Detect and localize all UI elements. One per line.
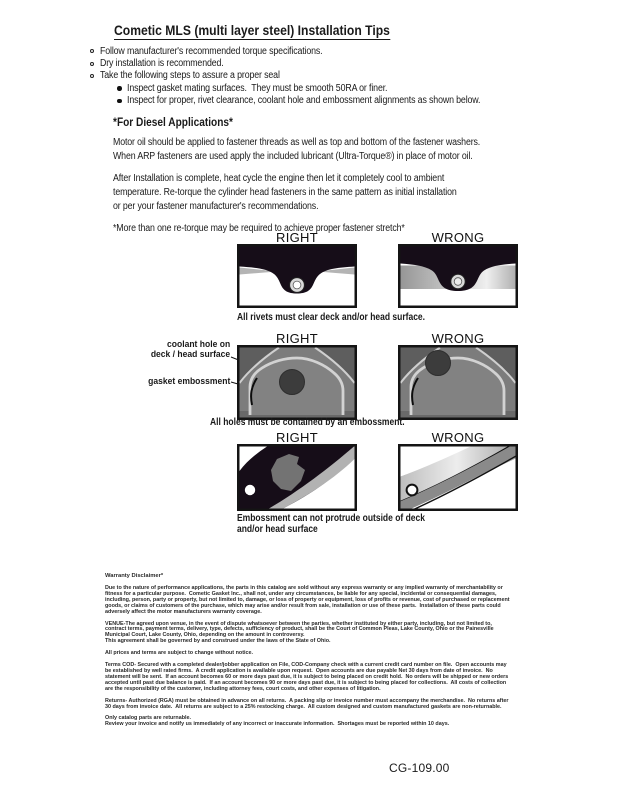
fig1-wrong-diagram [398,244,518,308]
fig1-wrong-header: WRONG [431,230,485,245]
diesel-paragraph-2: After Installation is complete, heat cycle the engine then let it completely cool to ambient temperature. Re-torque the cylinder head fasteners in the same pattern as initial installation or per your fastener manufacturer's recommendations. [113,173,457,212]
fig3-right-header: RIGHT [276,430,318,445]
diesel-heading: *For Diesel Applications* [113,117,233,129]
fig2-wrong-diagram [398,345,518,420]
warranty-heading: Warranty Disclaimer* [105,573,164,579]
doc-number: CG-109.00 [389,761,450,775]
dot-bullet-icon [117,99,122,104]
gasket-embossment-label: gasket embossment [147,376,230,387]
tip-item [90,45,519,57]
warranty-paragraph-terms: Terms COD- Secured with a completed dealer/jobber application on File, COD-Company check with a current credit card number on file. Open accounts may be established by well rated firms. A credit application is available upon request. Open accounts are due payable Net 30 days from date of invoice. No statement will be sent. If an account becomes 60 or more days past due, it is subject to being placed on credit hold. No orders will be shipped or new orders accepted until past due balance is paid. If an account becomes 90 or more days past due, it is subject to being placed for collections. All costs of collection are the responsibility of the customer, including attorney fees, court costs, and other expenses of litigation. [105,662,509,692]
fig2-right-header: RIGHT [276,331,318,346]
circle-bullet-icon [90,62,94,66]
warranty-disclaimer [105,573,517,734]
diesel-paragraph-1: Motor oil should be applied to fastener threads as well as top and bottom of the fastener washers. When ARP fasteners are used apply the included lubricant (Ultra-Torque®) in place of motor oil. [113,137,481,162]
tip-sub-item [117,95,519,107]
tip-text: Dry installation is recommended. [100,58,224,70]
bolt-hole [245,485,255,495]
diesel-paragraph-3: *More than one re-torque may be required to achieve proper fastener stretch* [113,223,405,234]
fig3-right-diagram [237,444,357,511]
dot-bullet-icon [117,86,122,91]
tip-text: Follow manufacturer's recommended torque specifications. [100,45,323,57]
tip-item [90,57,519,69]
tips-list [90,45,519,107]
diesel-section [113,117,543,244]
fig3-wrong-diagram [398,444,518,511]
warranty-paragraph-venue: VENUE-The agreed upon venue, in the event of dispute whatsoever between the parties, whether instituted by either party, including, but not limited to, contract terms, payment terms, delivery, type, defects, sufficiency of product, shall be the Court of Common Pleas, Lake County, Ohio or the Painesville Municipal Court, Lake County, Ohio, depending on the amount in controversy. This agreement shall be governed by and construed under the laws of the State of Ohio. [105,620,494,645]
circle-bullet-icon [90,49,94,53]
coolant-hole [426,351,451,376]
warranty-paragraph-1: Due to the nature of performance applications, the parts in this catalog are sold without any express warranty or any implied warranty of merchantability or fitness for a particular purpose. Cometic Gasket Inc., shall not, under any circumstances, be liable for any special, incidental or consequential damages, including, person, party or property, but not limited to, damage, or loss of property or equipment, loss of profits or revenue, cost of purchased or replacement goods, or claims of customers of the purchase, which may arise and/or result from sale, installation or use of these parts. Installation of these parts could adversely affect the motor manufacturers warranty coverage. [105,585,510,615]
bolt-hole [407,485,418,496]
tip-text: Inspect for proper, rivet clearance, coolant hole and embossment alignments as shown below. [126,95,480,107]
circle-bullet-icon [90,74,94,78]
fig2-wrong-header: WRONG [431,331,485,346]
warranty-paragraph-returns: Returns- Authorized (RGA) must be obtained in advance on all returns. A packing slip or invoice number must accompany the merchandise. No returns after 30 days from invoice date. All returns are subject to a 25% restocking charge. All custom designed and custom manufactured gaskets are non-returnable. [105,697,509,710]
fig1-caption: All rivets must clear deck and/or head surface. [237,312,426,323]
fig3-wrong-header: WRONG [431,430,485,445]
tip-sub-item [117,82,519,94]
fig1-right-header: RIGHT [276,230,318,245]
coolant-hole [280,370,305,395]
fig1-right-diagram [237,244,357,308]
warranty-paragraph-prices: All prices and terms are subject to change without notice. [105,650,253,657]
fig3-caption: Embossment can not protrude outside of deck and/or head surface [237,513,425,535]
fig2-caption: All holes must be contained by an embossment. [210,417,405,428]
fig2-right-diagram [237,345,357,420]
page-title: Cometic MLS (multi layer steel) Installation Tips [114,23,390,38]
warranty-paragraph-catalog: Only catalog parts are returnable. Review your invoice and notify us immediately of any incorrect or inaccurate information. Shortages must be reported within 10 days. [105,715,450,728]
tip-text: Take the following steps to assure a proper seal [100,70,280,82]
coolant-hole-label: coolant hole on deck / head surface [150,339,230,360]
tip-text: Inspect gasket mating surfaces. They must be smooth 50RA or finer. [126,82,387,94]
tip-item [90,70,519,82]
